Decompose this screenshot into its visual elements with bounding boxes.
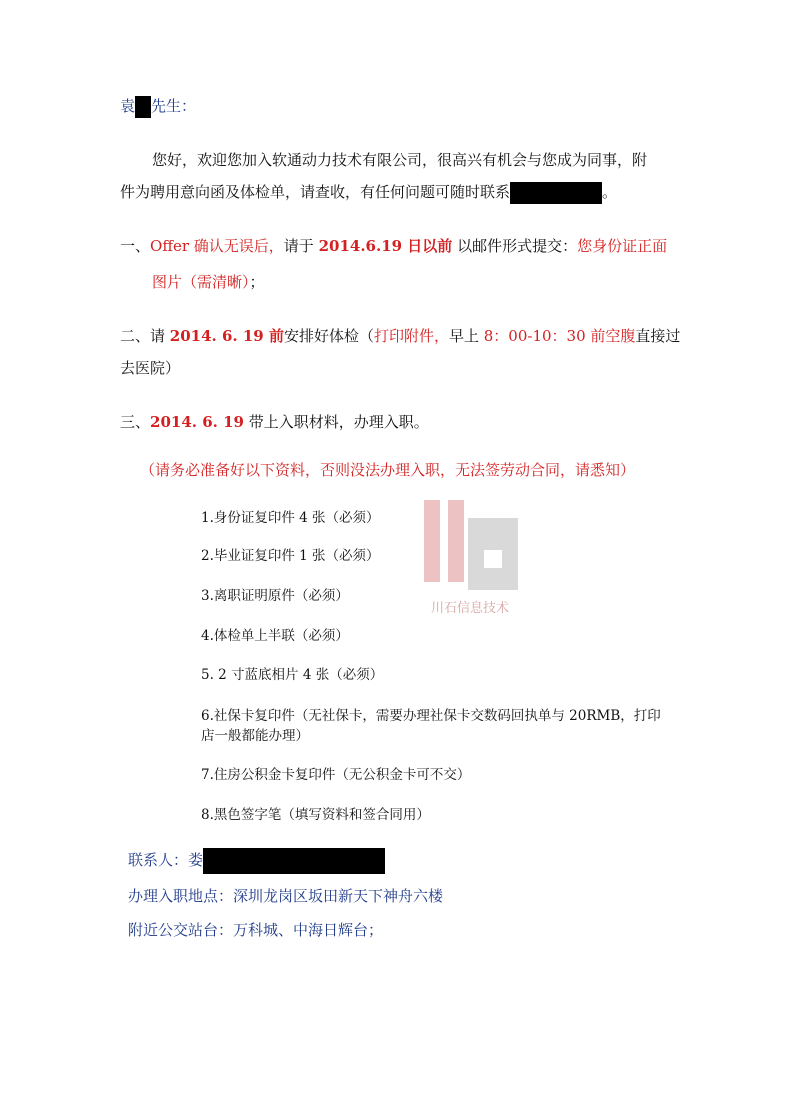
- watermark-inner-square: [484, 550, 502, 568]
- material-item-8: 8.黑色签字笔（填写资料和签合同用）: [201, 807, 430, 823]
- redacted-contact-name: [203, 848, 385, 874]
- watermark-text: 川石信息技术: [430, 601, 510, 616]
- material-item-3: 3.离职证明原件（必须）: [201, 588, 349, 604]
- step-3-line: [120, 412, 429, 432]
- material-item-2: 2.毕业证复印件 1 张（必须）: [201, 548, 380, 564]
- intro-line-2-end: 。: [602, 183, 618, 201]
- contact-line: [128, 848, 385, 874]
- watermark-logo: [418, 498, 522, 618]
- step-1-red-tail: 您身份证正面: [577, 237, 668, 255]
- step-2-line-1: [120, 326, 680, 346]
- contact-label: 联系人：娄: [128, 851, 204, 869]
- greeting-title: 先生：: [151, 97, 197, 115]
- step-3-prefix: 三、: [120, 413, 151, 431]
- step-3-text: 带上入职材料，办理入职。: [243, 413, 429, 431]
- redacted-name-box: [135, 96, 151, 118]
- step-1-offer: Offer 确认无误后，: [150, 237, 284, 255]
- material-item-1: 1.身份证复印件 4 张（必须）: [201, 510, 380, 526]
- intro-line-2: [120, 182, 617, 204]
- bus-line: 附近公交站台：万科城、中海日辉台；: [128, 921, 384, 939]
- materials-notice: （请务必准备好以下资料，否则没法办理入职，无法签劳动合同，请悉知）: [140, 461, 636, 479]
- material-item-6-cont: 店一般都能办理）: [201, 728, 309, 744]
- step-2-black-part: 早上: [448, 327, 484, 345]
- step-2-mid: 安排好体检（: [283, 327, 374, 345]
- step-2-red-part: 打印附件，: [373, 327, 449, 345]
- material-item-4: 4.体检单上半联（必须）: [201, 628, 349, 644]
- location-line: 办理入职地点：深圳龙岗区坂田新天下神舟六楼: [128, 887, 444, 905]
- step-2-time: 8：00-10：30 前空腹: [483, 327, 636, 345]
- greeting: [120, 96, 196, 118]
- step-1-mid: 以邮件形式提交：: [452, 237, 578, 255]
- step-1-line-2-red: 图片（需清晰）: [152, 273, 250, 291]
- material-item-5: 5. 2 寸蓝底相片 4 张（必须）: [201, 667, 384, 683]
- step-1-line-2: [152, 272, 265, 292]
- greeting-surname: 袁: [120, 97, 136, 115]
- step-1-deadline: 2014.6.19 日以前: [318, 237, 453, 255]
- redacted-contact-box: [510, 182, 602, 204]
- step-1-please: 请于: [283, 237, 319, 255]
- step-1-line-2-end: ；: [249, 273, 265, 291]
- step-2-date: 2014. 6. 19 前: [169, 327, 284, 345]
- step-2-line-2: 去医院）: [120, 359, 181, 377]
- step-1-prefix: 一、: [120, 237, 151, 255]
- material-item-6: 6.社保卡复印件（无社保卡，需要办理社保卡交数码回执单与 20RMB，打印: [201, 708, 661, 724]
- material-item-7: 7.住房公积金卡复印件（无公积金卡可不交）: [201, 767, 471, 783]
- step-2-tail: 直接过: [635, 327, 681, 345]
- step-1-line-1: [120, 236, 667, 256]
- step-2-prefix: 二、请: [120, 327, 170, 345]
- step-3-date: 2014. 6. 19: [150, 413, 244, 431]
- intro-line-2-text: 件为聘用意向函及体检单，请查收，有任何问题可随时联系: [120, 183, 511, 201]
- intro-line-1: 您好，欢迎您加入软通动力技术有限公司，很高兴有机会与您成为同事，附: [152, 151, 648, 169]
